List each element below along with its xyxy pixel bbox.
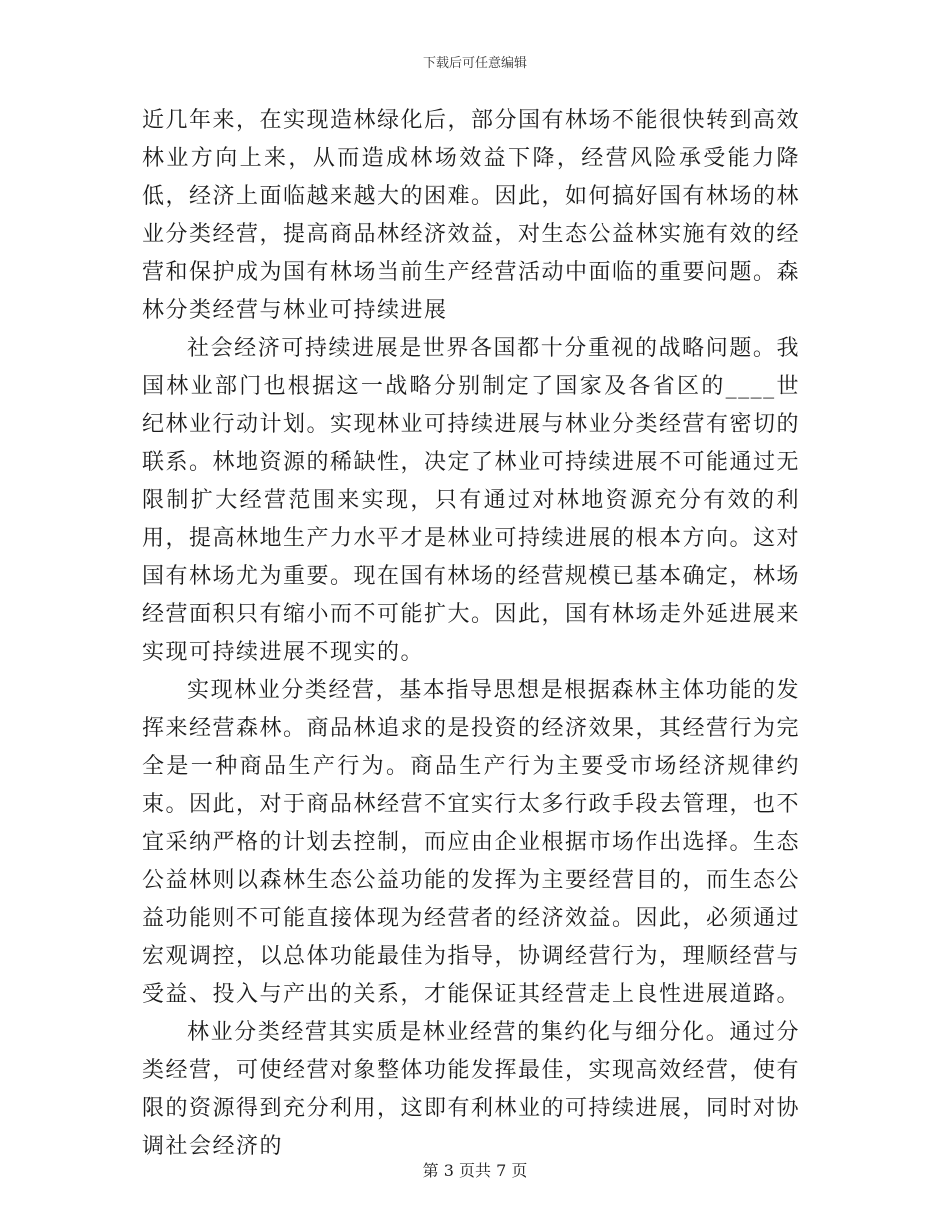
paragraph-3: 实现林业分类经营，基本指导思想是根据森林主体功能的发挥来经营森林。商品林追求的是投资的经济效果，其经营行为完全是一种商品生产行为。商品生产行为主要受市场经济规律约束。因此，对于商品林经营不宜实行太多行政手段去管理，也不宜采纳严格的计划去控制，而应由企业根据市场作出选择。生态公益林则以森林生态公益功能的发挥为主要经营目的，而生态公益功能则不可能直接体现为经营者的经济效益。因此，必须通过宏观调控，以总体功能最佳为指导，协调经营行为，理顺经营与受益、投入与产出的关系，才能保证其经营走上良性进展道路。 xyxy=(142,678,801,1007)
document-body xyxy=(142,102,800,1166)
page-header: 下载后可任意编辑 xyxy=(422,56,527,71)
page-footer: 第 3 页共 7 页 xyxy=(422,1161,528,1180)
paragraph-1: 近几年来，在实现造林绿化后，部分国有林场不能很快转到高效林业方向上来，从而造成林场效益下降，经营风险承受能力降低，经济上面临越来越大的困难。因此，如何搞好国有林场的林业分类经营，提高商品林经济效益，对生态公益林实施有效的经营和保护成为国有林场当前生产经营活动中面临的重要问题。森林分类经营与林业可持续进展 xyxy=(142,108,801,323)
paragraph-2: 社会经济可持续进展是世界各国都十分重视的战略问题。我国林业部门也根据这一战略分别制定了国家及各省区的____世纪林业行动计划。实现林业可持续进展与林业分类经营有密切的联系。林地资源的稀缺性，决定了林业可持续进展不可能通过无限制扩大经营范围来实现，只有通过对林地资源充分有效的利用，提高林地生产力水平才是林业可持续进展的根本方向。这对国有林场尤为重要。现在国有林场的经营规模已基本确定，林场经营面积只有缩小而不可能扩大。因此，国有林场走外延进展来实现可持续进展不现实的。 xyxy=(142,336,801,665)
paragraph-4: 林业分类经营其实质是林业经营的集约化与细分化。通过分类经营，可使经营对象整体功能发挥最佳，实现高效经营，使有限的资源得到充分利用，这即有利林业的可持续进展，同时对协调社会经济的 xyxy=(142,1020,801,1159)
